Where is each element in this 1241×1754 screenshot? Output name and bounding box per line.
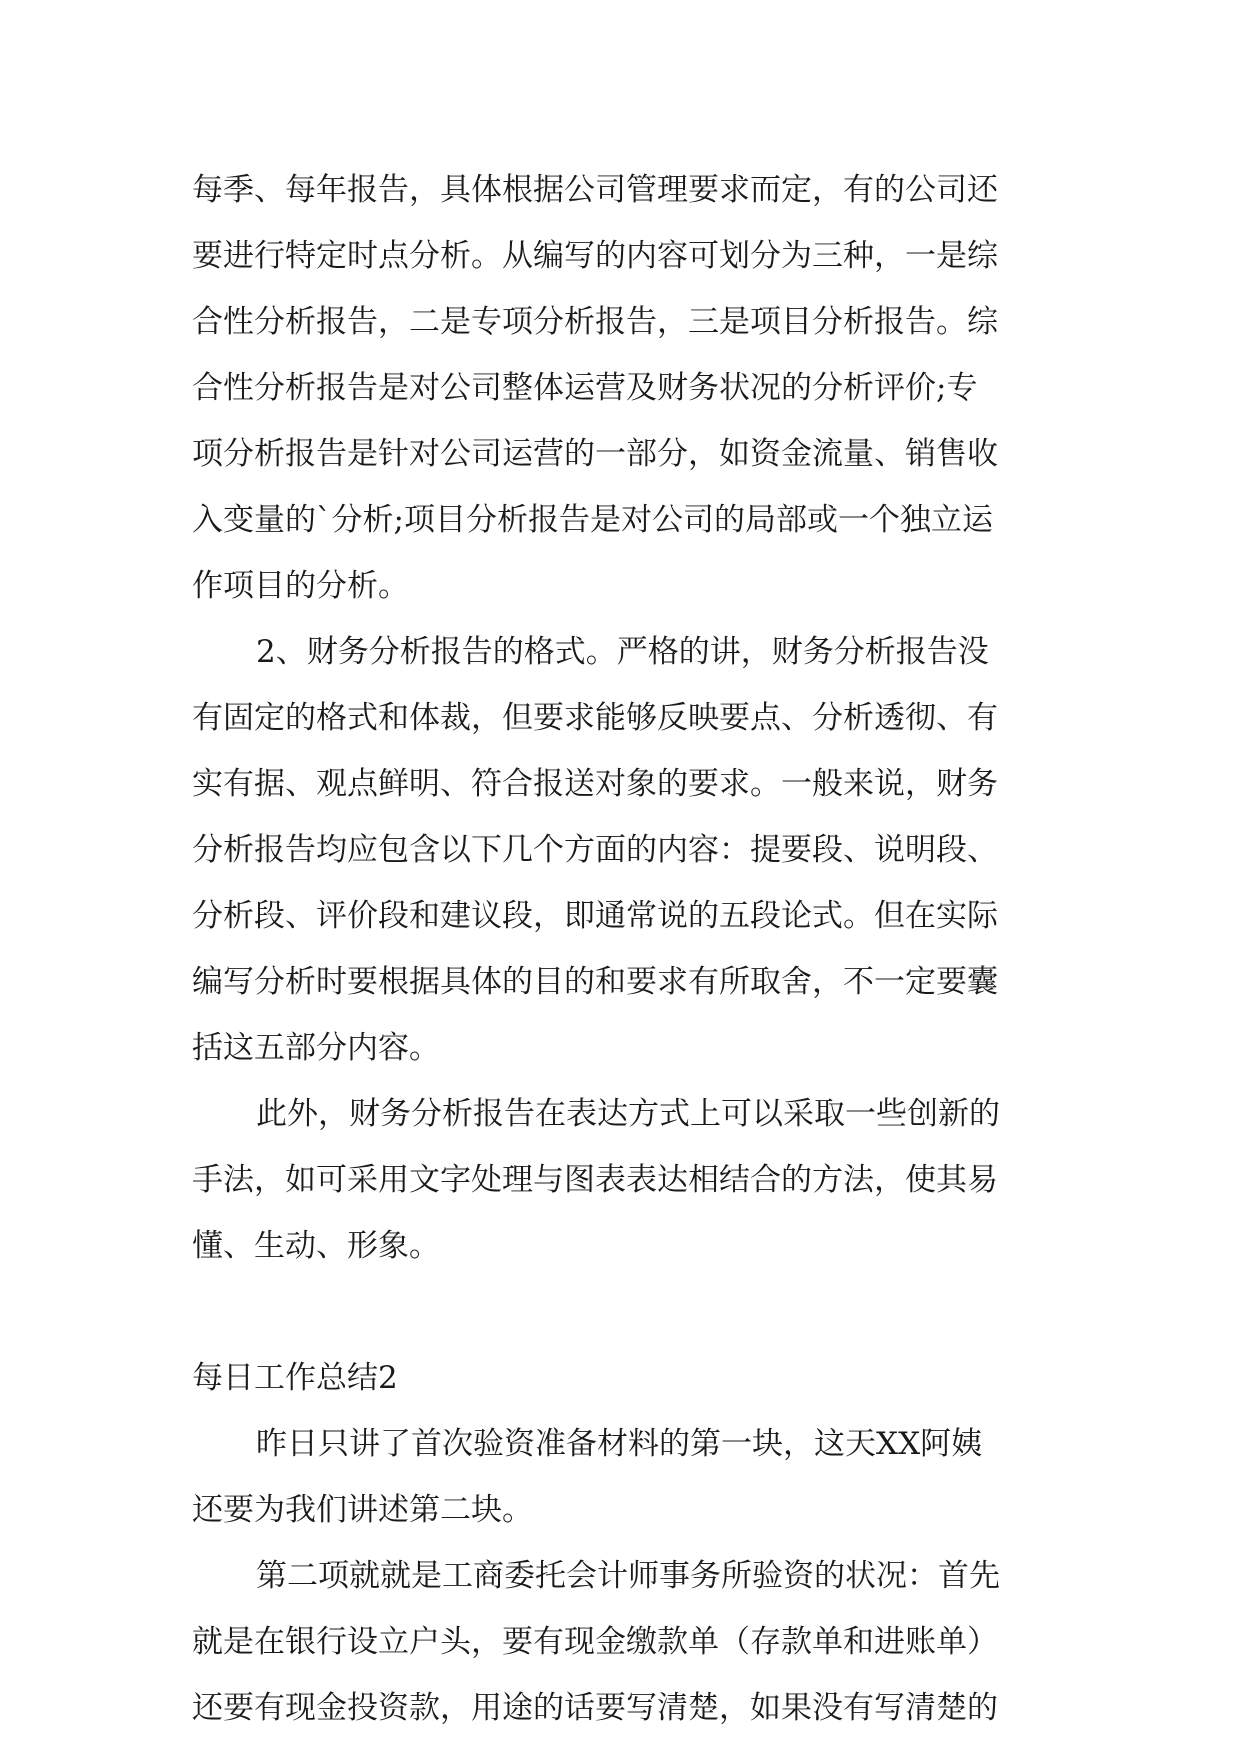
text-line: 懂、生动、形象。 <box>192 1228 440 1264</box>
text-line: 每季、每年报告，具体根据公司管理要求而定，有的公司还 <box>192 172 998 208</box>
text-line: 昨日只讲了首次验资准备材料的第一块，这天XX阿姨 <box>256 1426 983 1462</box>
text-line: 第二项就就是工商委托会计师事务所验资的状况：首先 <box>256 1558 1000 1594</box>
text-line: 实有据、观点鲜明、符合报送对象的要求。一般来说，财务 <box>192 766 998 802</box>
text-line: 还要有现金投资款，用途的话要写清楚，如果没有写清楚的 <box>192 1690 998 1726</box>
text-line: 分析报告均应包含以下几个方面的内容：提要段、说明段、 <box>192 832 998 868</box>
text-line: 要进行特定时点分析。从编写的内容可划分为三种，一是综 <box>192 238 998 274</box>
text-line: 合性分析报告是对公司整体运营及财务状况的分析评价;专 <box>192 370 978 406</box>
text-line: 手法，如可采用文字处理与图表表达相结合的方法，使其易 <box>192 1162 998 1198</box>
section-heading <box>192 1345 1062 1411</box>
paragraph-daily-second-item <box>192 1543 1062 1741</box>
paragraph-daily-intro <box>192 1411 1062 1543</box>
text-line: 编写分析时要根据具体的目的和要求有所取舍，不一定要囊 <box>192 964 998 1000</box>
text-line: 还要为我们讲述第二块。 <box>192 1492 533 1528</box>
paragraph-report-format <box>192 619 1062 1081</box>
text-line: 项分析报告是针对公司运营的一部分，如资金流量、销售收 <box>192 436 998 472</box>
text-line: 就是在银行设立户头，要有现金缴款单（存款单和进账单） <box>192 1624 998 1660</box>
section-title: 每日工作总结2 <box>192 1360 398 1396</box>
paragraph-expression <box>192 1081 1062 1279</box>
paragraph-report-types <box>192 157 1062 619</box>
text-line: 2、财务分析报告的格式。严格的讲，财务分析报告没 <box>256 634 989 670</box>
text-line: 分析段、评价段和建议段，即通常说的五段论式。但在实际 <box>192 898 998 934</box>
text-line: 括这五部分内容。 <box>192 1030 440 1066</box>
text-line: 作项目的分析。 <box>192 568 409 604</box>
document-page <box>192 157 1062 1741</box>
text-line: 此外，财务分析报告在表达方式上可以采取一些创新的 <box>256 1096 1000 1132</box>
text-line: 有固定的格式和体裁，但要求能够反映要点、分析透彻、有 <box>192 700 998 736</box>
text-line: 合性分析报告，二是专项分析报告，三是项目分析报告。综 <box>192 304 998 340</box>
text-line: 入变量的`分析;项目分析报告是对公司的局部或一个独立运 <box>192 502 993 538</box>
